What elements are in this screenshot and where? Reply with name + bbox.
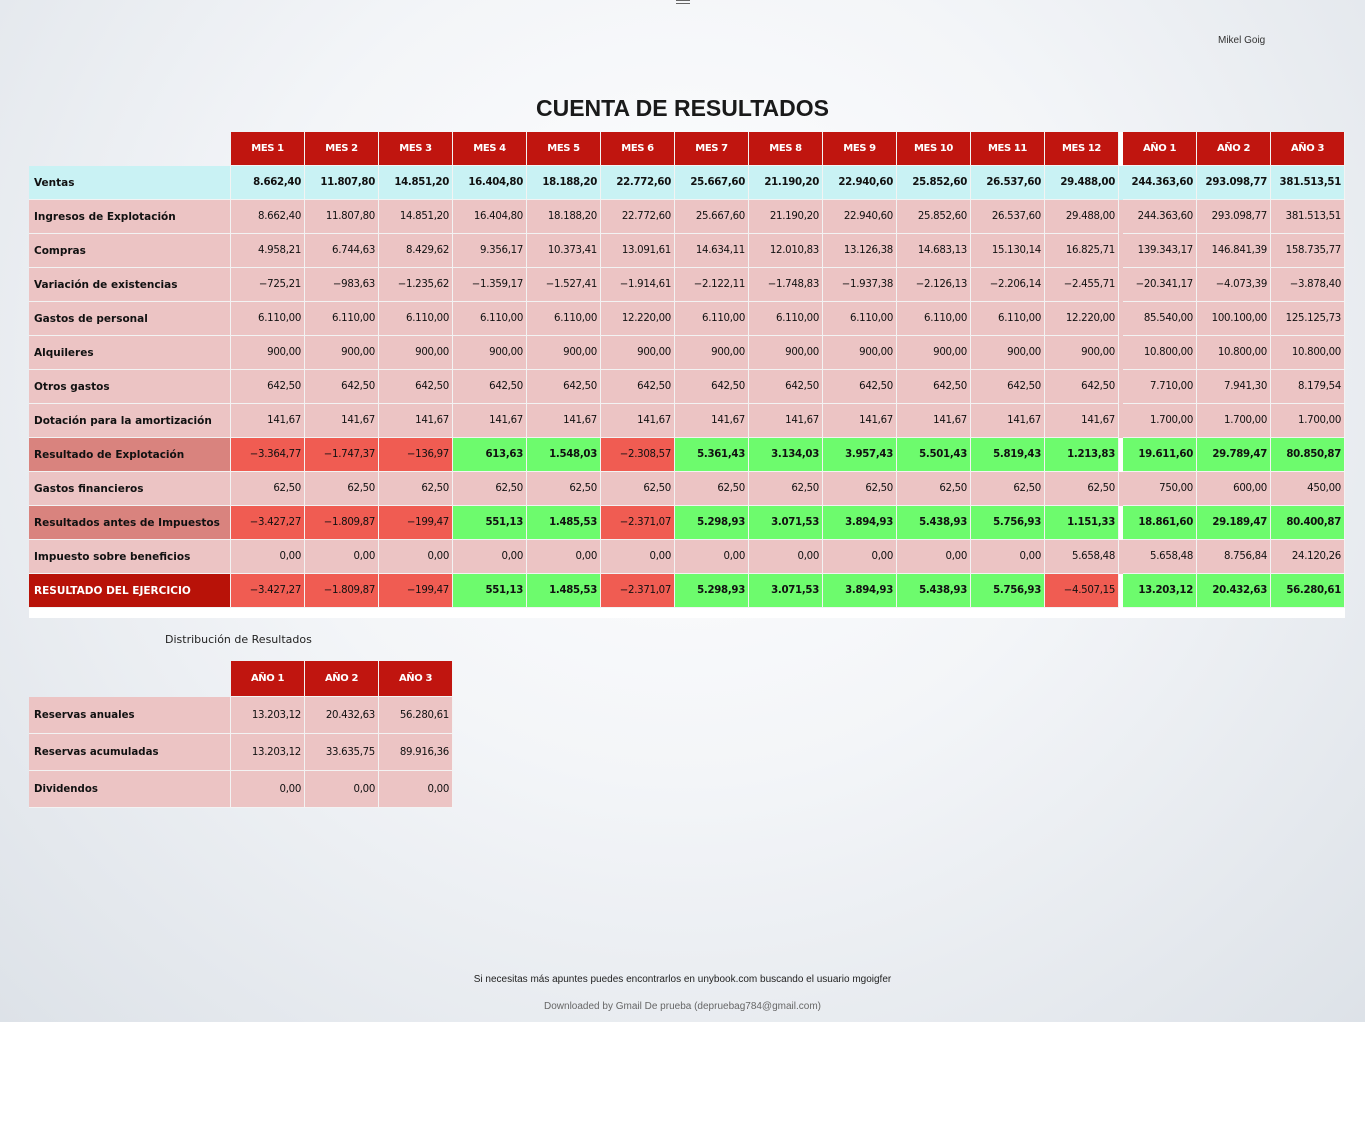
table-cell: 3.957,43 [823, 438, 897, 472]
distribution-table [29, 661, 453, 808]
table-cell: 11.807,80 [305, 166, 379, 200]
table-cell: 3.134,03 [749, 438, 823, 472]
distribution-cell: 13.203,12 [231, 697, 305, 734]
table-cell: 642,50 [1045, 370, 1119, 404]
footer-download: Downloaded by Gmail De prueba (depruebag784@gmail.com) [544, 1001, 821, 1012]
table-cell: −2.206,14 [971, 268, 1045, 302]
table-cell: 6.110,00 [971, 302, 1045, 336]
table-cell: 22.940,60 [823, 166, 897, 200]
header-row [29, 132, 1345, 166]
table-cell: 642,50 [823, 370, 897, 404]
table-cell: −1.235,62 [379, 268, 453, 302]
table-cell: 900,00 [231, 336, 305, 370]
table-cell: 11.807,80 [305, 200, 379, 234]
table-cell: 62,50 [379, 472, 453, 506]
table-cell: 62,50 [897, 472, 971, 506]
table-cell: 293.098,77 [1197, 166, 1271, 200]
table-cell: 12.220,00 [601, 302, 675, 336]
table-bottom-cell [29, 608, 1345, 618]
row-label: Alquileres [29, 336, 231, 370]
table-bottom-spacer [29, 608, 1345, 618]
table-cell: 642,50 [379, 370, 453, 404]
table-cell: 62,50 [305, 472, 379, 506]
table-cell: 900,00 [971, 336, 1045, 370]
table-cell: −199,47 [379, 506, 453, 540]
table-cell: 0,00 [897, 540, 971, 574]
table-cell: 8.662,40 [231, 166, 305, 200]
table-cell: 5.298,93 [675, 506, 749, 540]
table-cell: −1.747,37 [305, 438, 379, 472]
table-cell: −199,47 [379, 574, 453, 608]
table-cell: 642,50 [675, 370, 749, 404]
table-cell: 62,50 [527, 472, 601, 506]
distribution-row-label: Reservas anuales [29, 697, 231, 734]
table-cell: −1.809,87 [305, 574, 379, 608]
table-row [29, 472, 1345, 506]
table-row [29, 574, 1345, 608]
column-header: MES 1 [231, 132, 305, 166]
table-row [29, 200, 1345, 234]
table-cell: 80.400,87 [1271, 506, 1345, 540]
column-header: MES 7 [675, 132, 749, 166]
table-cell: 642,50 [897, 370, 971, 404]
table-cell: −2.455,71 [1045, 268, 1119, 302]
table-cell: 10.373,41 [527, 234, 601, 268]
table-cell: 0,00 [675, 540, 749, 574]
table-row [29, 268, 1345, 302]
table-cell: 56.280,61 [1271, 574, 1345, 608]
table-cell: 5.298,93 [675, 574, 749, 608]
table-cell: 10.800,00 [1197, 336, 1271, 370]
table-cell: −1.527,41 [527, 268, 601, 302]
table-cell: 141,67 [1045, 404, 1119, 438]
table-cell: 4.958,21 [231, 234, 305, 268]
table-cell: 158.735,77 [1271, 234, 1345, 268]
table-cell: 10.800,00 [1271, 336, 1345, 370]
row-label: Ventas [29, 166, 231, 200]
table-cell: 3.071,53 [749, 574, 823, 608]
table-cell: −2.371,07 [601, 506, 675, 540]
table-cell: 8.179,54 [1271, 370, 1345, 404]
table-cell: 26.537,60 [971, 200, 1045, 234]
distribution-header-corner [29, 661, 231, 697]
table-cell: −4.507,15 [1045, 574, 1119, 608]
table-cell: 8.429,62 [379, 234, 453, 268]
table-cell: 3.071,53 [749, 506, 823, 540]
table-cell: 141,67 [453, 404, 527, 438]
table-cell: 6.110,00 [527, 302, 601, 336]
table-cell: 25.852,60 [897, 200, 971, 234]
table-cell: 29.189,47 [1197, 506, 1271, 540]
table-cell: 141,67 [305, 404, 379, 438]
table-cell: 0,00 [601, 540, 675, 574]
table-cell: 0,00 [379, 540, 453, 574]
table-cell: 62,50 [453, 472, 527, 506]
table-cell: 29.789,47 [1197, 438, 1271, 472]
table-cell: 5.361,43 [675, 438, 749, 472]
distribution-cell: 0,00 [231, 771, 305, 808]
table-cell: 900,00 [453, 336, 527, 370]
table-cell: 14.851,20 [379, 166, 453, 200]
distribution-row [29, 771, 453, 808]
distribution-cell: 13.203,12 [231, 734, 305, 771]
table-cell: 5.438,93 [897, 506, 971, 540]
table-cell: 1.485,53 [527, 506, 601, 540]
column-header: AÑO 2 [1197, 132, 1271, 166]
table-cell: 1.700,00 [1271, 404, 1345, 438]
table-row [29, 302, 1345, 336]
distribution-cell: 20.432,63 [305, 697, 379, 734]
table-cell: −2.126,13 [897, 268, 971, 302]
table-cell: 16.404,80 [453, 166, 527, 200]
table-cell: 7.710,00 [1123, 370, 1197, 404]
column-header: AÑO 1 [1123, 132, 1197, 166]
top-mark [676, 0, 690, 4]
distribution-cell: 0,00 [379, 771, 453, 808]
table-cell: 18.188,20 [527, 166, 601, 200]
row-label: Resultados antes de Impuestos [29, 506, 231, 540]
table-cell: −3.427,27 [231, 506, 305, 540]
table-cell: −1.809,87 [305, 506, 379, 540]
distribution-cell: 89.916,36 [379, 734, 453, 771]
distribution-row [29, 734, 453, 771]
table-cell: 293.098,77 [1197, 200, 1271, 234]
distribution-column-header: AÑO 3 [379, 661, 453, 697]
table-cell: 14.683,13 [897, 234, 971, 268]
table-cell: 139.343,17 [1123, 234, 1197, 268]
table-cell: 146.841,39 [1197, 234, 1271, 268]
table-cell: 5.438,93 [897, 574, 971, 608]
table-cell: 24.120,26 [1271, 540, 1345, 574]
table-cell: 7.941,30 [1197, 370, 1271, 404]
table-cell: 750,00 [1123, 472, 1197, 506]
column-header: MES 6 [601, 132, 675, 166]
table-row [29, 540, 1345, 574]
table-cell: 13.203,12 [1123, 574, 1197, 608]
table-cell: 600,00 [1197, 472, 1271, 506]
table-cell: 5.756,93 [971, 506, 1045, 540]
table-cell: 62,50 [971, 472, 1045, 506]
table-cell: 141,67 [379, 404, 453, 438]
table-cell: 6.110,00 [823, 302, 897, 336]
table-cell: −3.364,77 [231, 438, 305, 472]
column-header: AÑO 3 [1271, 132, 1345, 166]
row-label: Otros gastos [29, 370, 231, 404]
table-cell: 21.190,20 [749, 166, 823, 200]
table-cell: 900,00 [379, 336, 453, 370]
table-cell: 0,00 [305, 540, 379, 574]
table-cell: 6.110,00 [453, 302, 527, 336]
table-row [29, 166, 1345, 200]
table-cell: 141,67 [231, 404, 305, 438]
table-row [29, 404, 1345, 438]
table-cell: 5.501,43 [897, 438, 971, 472]
row-label: RESULTADO DEL EJERCICIO [29, 574, 231, 608]
table-cell: 22.940,60 [823, 200, 897, 234]
table-cell: 100.100,00 [1197, 302, 1271, 336]
table-cell: 16.404,80 [453, 200, 527, 234]
table-cell: 20.432,63 [1197, 574, 1271, 608]
table-cell: 900,00 [1045, 336, 1119, 370]
header-corner [29, 132, 231, 166]
table-cell: 80.850,87 [1271, 438, 1345, 472]
table-cell: 25.667,60 [675, 166, 749, 200]
table-row [29, 370, 1345, 404]
table-cell: −20.341,17 [1123, 268, 1197, 302]
table-cell: 0,00 [749, 540, 823, 574]
table-cell: 0,00 [527, 540, 601, 574]
table-cell: 381.513,51 [1271, 200, 1345, 234]
table-cell: 14.634,11 [675, 234, 749, 268]
table-cell: 62,50 [231, 472, 305, 506]
table-cell: 6.110,00 [675, 302, 749, 336]
table-cell: 1.151,33 [1045, 506, 1119, 540]
table-cell: −1.914,61 [601, 268, 675, 302]
table-cell: 10.800,00 [1123, 336, 1197, 370]
table-cell: −983,63 [305, 268, 379, 302]
table-cell: 3.894,93 [823, 506, 897, 540]
distribution-row-label: Dividendos [29, 771, 231, 808]
table-cell: −725,21 [231, 268, 305, 302]
table-cell: 900,00 [601, 336, 675, 370]
table-cell: 141,67 [749, 404, 823, 438]
row-label: Gastos financieros [29, 472, 231, 506]
column-header: MES 4 [453, 132, 527, 166]
table-cell: 6.110,00 [749, 302, 823, 336]
table-cell: 62,50 [823, 472, 897, 506]
table-cell: 5.658,48 [1123, 540, 1197, 574]
author-name: Mikel Goig [1218, 35, 1266, 46]
table-cell: 6.744,63 [305, 234, 379, 268]
table-cell: 642,50 [231, 370, 305, 404]
column-header: MES 8 [749, 132, 823, 166]
table-cell: 613,63 [453, 438, 527, 472]
table-cell: 13.091,61 [601, 234, 675, 268]
table-cell: −136,97 [379, 438, 453, 472]
table-cell: −3.878,40 [1271, 268, 1345, 302]
table-cell: 900,00 [823, 336, 897, 370]
table-cell: 15.130,14 [971, 234, 1045, 268]
table-row [29, 506, 1345, 540]
table-cell: 16.825,71 [1045, 234, 1119, 268]
table-cell: 141,67 [971, 404, 1045, 438]
table-cell: 141,67 [527, 404, 601, 438]
table-cell: 62,50 [601, 472, 675, 506]
table-cell: −2.371,07 [601, 574, 675, 608]
table-cell: 0,00 [823, 540, 897, 574]
distribution-column-header: AÑO 1 [231, 661, 305, 697]
column-header: MES 11 [971, 132, 1045, 166]
table-cell: 8.756,84 [1197, 540, 1271, 574]
row-label: Ingresos de Explotación [29, 200, 231, 234]
column-header: MES 3 [379, 132, 453, 166]
table-row [29, 336, 1345, 370]
column-header: MES 2 [305, 132, 379, 166]
distribution-row [29, 697, 453, 734]
table-cell: 1.700,00 [1123, 404, 1197, 438]
table-cell: 450,00 [1271, 472, 1345, 506]
column-header: MES 5 [527, 132, 601, 166]
table-cell: 244.363,60 [1123, 200, 1197, 234]
row-label: Resultado de Explotación [29, 438, 231, 472]
table-cell: 642,50 [527, 370, 601, 404]
table-cell: 21.190,20 [749, 200, 823, 234]
distribution-cell: 56.280,61 [379, 697, 453, 734]
row-label: Compras [29, 234, 231, 268]
table-cell: 14.851,20 [379, 200, 453, 234]
table-cell: 642,50 [971, 370, 1045, 404]
table-cell: 18.861,60 [1123, 506, 1197, 540]
table-cell: −1.748,83 [749, 268, 823, 302]
table-cell: 0,00 [231, 540, 305, 574]
table-cell: 62,50 [1045, 472, 1119, 506]
table-cell: 1.548,03 [527, 438, 601, 472]
row-label: Gastos de personal [29, 302, 231, 336]
distribution-title: Distribución de Resultados [165, 633, 312, 646]
table-cell: 29.488,00 [1045, 166, 1119, 200]
table-cell: 22.772,60 [601, 166, 675, 200]
table-cell: 6.110,00 [305, 302, 379, 336]
distribution-row-label: Reservas acumuladas [29, 734, 231, 771]
table-cell: 29.488,00 [1045, 200, 1119, 234]
table-row [29, 234, 1345, 268]
table-cell: 1.700,00 [1197, 404, 1271, 438]
row-label: Variación de existencias [29, 268, 231, 302]
table-cell: 125.125,73 [1271, 302, 1345, 336]
table-cell: 551,13 [453, 506, 527, 540]
table-cell: 85.540,00 [1123, 302, 1197, 336]
table-cell: −1.359,17 [453, 268, 527, 302]
page-title: CUENTA DE RESULTADOS [535, 95, 830, 121]
table-cell: 25.852,60 [897, 166, 971, 200]
table-cell: 13.126,38 [823, 234, 897, 268]
table-cell: −2.122,11 [675, 268, 749, 302]
table-cell: 900,00 [897, 336, 971, 370]
table-cell: −3.427,27 [231, 574, 305, 608]
table-cell: 19.611,60 [1123, 438, 1197, 472]
table-cell: 22.772,60 [601, 200, 675, 234]
row-label: Impuesto sobre beneficios [29, 540, 231, 574]
table-cell: 141,67 [823, 404, 897, 438]
table-cell: 8.662,40 [231, 200, 305, 234]
table-cell: 12.220,00 [1045, 302, 1119, 336]
table-cell: 26.537,60 [971, 166, 1045, 200]
table-cell: 12.010,83 [749, 234, 823, 268]
table-cell: 1.485,53 [527, 574, 601, 608]
column-header: MES 9 [823, 132, 897, 166]
table-cell: 5.756,93 [971, 574, 1045, 608]
distribution-cell: 0,00 [305, 771, 379, 808]
distribution-column-header: AÑO 2 [305, 661, 379, 697]
table-cell: 900,00 [305, 336, 379, 370]
table-cell: 6.110,00 [231, 302, 305, 336]
table-cell: 1.213,83 [1045, 438, 1119, 472]
table-cell: 3.894,93 [823, 574, 897, 608]
table-cell: 642,50 [453, 370, 527, 404]
table-cell: 18.188,20 [527, 200, 601, 234]
table-cell: −4.073,39 [1197, 268, 1271, 302]
table-cell: 141,67 [601, 404, 675, 438]
table-cell: 9.356,17 [453, 234, 527, 268]
table-cell: 900,00 [749, 336, 823, 370]
table-cell: 141,67 [897, 404, 971, 438]
table-cell: 6.110,00 [897, 302, 971, 336]
table-cell: 642,50 [601, 370, 675, 404]
table-row [29, 438, 1345, 472]
table-cell: −2.308,57 [601, 438, 675, 472]
table-cell: 244.363,60 [1123, 166, 1197, 200]
row-label: Dotación para la amortización [29, 404, 231, 438]
table-cell: 141,67 [675, 404, 749, 438]
distribution-cell: 33.635,75 [305, 734, 379, 771]
income-statement-table [29, 132, 1345, 618]
table-cell: −1.937,38 [823, 268, 897, 302]
table-cell: 6.110,00 [379, 302, 453, 336]
table-cell: 900,00 [675, 336, 749, 370]
column-header: MES 12 [1045, 132, 1119, 166]
table-cell: 900,00 [527, 336, 601, 370]
table-cell: 25.667,60 [675, 200, 749, 234]
table-cell: 381.513,51 [1271, 166, 1345, 200]
table-cell: 551,13 [453, 574, 527, 608]
footer-note: Si necesitas más apuntes puedes encontrarlos en unybook.com buscando el usuario mgoigfer [473, 974, 892, 985]
column-header: MES 10 [897, 132, 971, 166]
table-cell: 642,50 [749, 370, 823, 404]
table-cell: 642,50 [305, 370, 379, 404]
table-cell: 5.819,43 [971, 438, 1045, 472]
table-cell: 5.658,48 [1045, 540, 1119, 574]
distribution-header-row [29, 661, 453, 697]
table-cell: 0,00 [453, 540, 527, 574]
table-cell: 0,00 [971, 540, 1045, 574]
table-cell: 62,50 [749, 472, 823, 506]
table-cell: 62,50 [675, 472, 749, 506]
